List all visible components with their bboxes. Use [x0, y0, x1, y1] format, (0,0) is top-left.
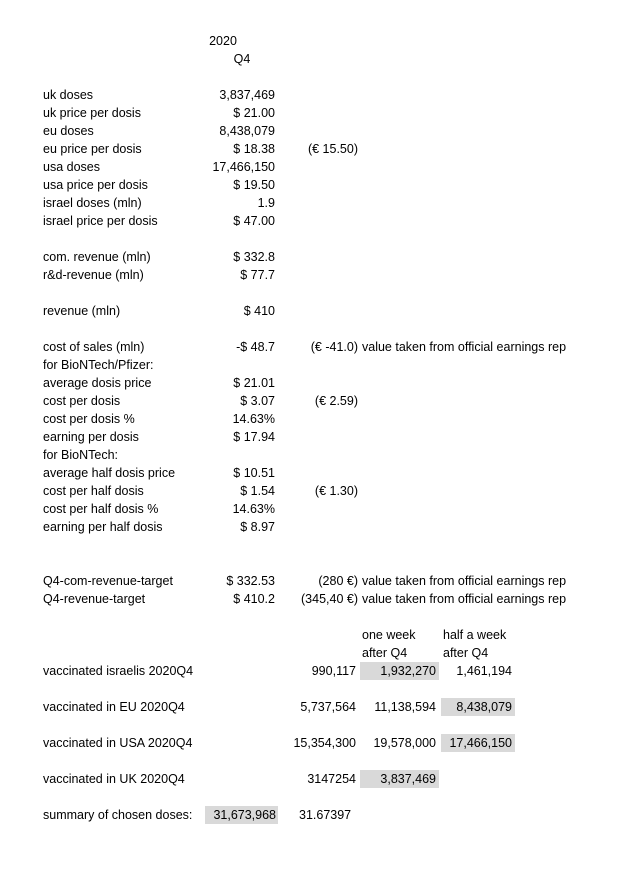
- quarter-header: Q4: [233, 52, 251, 66]
- row-label: israel price per dosis: [43, 214, 158, 228]
- row-label: r&d-revenue (mln): [43, 268, 144, 282]
- col-header-half-week: half a week: [443, 628, 507, 642]
- cost-of-sales-value: -$ 48.7: [236, 340, 275, 354]
- row-label: cost per dosis %: [43, 412, 135, 426]
- row-note: (€ 2.59): [314, 394, 358, 408]
- row-label: cost per half dosis: [43, 484, 144, 498]
- row-value: 14.63%: [232, 412, 275, 426]
- row-label: Q4-com-revenue-target: [43, 574, 173, 588]
- summary-value-mln: 31.67397: [299, 808, 352, 822]
- table-cell-half-week: 1,461,194: [456, 664, 512, 678]
- cost-of-sales-note: (€ -41.0): [310, 340, 358, 354]
- year-header: 2020: [209, 34, 237, 48]
- row-label: uk price per dosis: [43, 106, 141, 120]
- row-value: $ 332.8: [233, 250, 275, 264]
- row-value: $ 332.53: [226, 574, 275, 588]
- table-cell-q4: 990,117: [311, 664, 356, 678]
- row-value: $ 1.54: [240, 484, 275, 498]
- table-cell-q4: 15,354,300: [293, 736, 356, 750]
- row-label: earning per dosis: [43, 430, 139, 444]
- row-value: 17,466,150: [212, 160, 275, 174]
- row-value: $ 8.97: [240, 520, 275, 534]
- row-value: $ 3.07: [240, 394, 275, 408]
- row-value: $ 410.2: [233, 592, 275, 606]
- row-label: usa price per dosis: [43, 178, 148, 192]
- col-header-one-week-sub: after Q4: [362, 646, 408, 660]
- table-row-label: vaccinated in USA 2020Q4: [43, 736, 193, 750]
- row-label: uk doses: [43, 88, 94, 102]
- row-value: $ 18.38: [233, 142, 275, 156]
- row-note: (345,40 €): [301, 592, 358, 606]
- row-value: 14.63%: [232, 502, 275, 516]
- row-note: (€ 15.50): [307, 142, 358, 156]
- row-value: $ 47.00: [233, 214, 275, 228]
- row-value: $ 19.50: [233, 178, 275, 192]
- col-header-one-week: one week: [362, 628, 416, 642]
- cost-of-sales-comment: value taken from official earnings rep: [362, 340, 567, 354]
- row-value: 3,837,469: [219, 88, 275, 102]
- row-label: eu doses: [43, 124, 94, 138]
- row-note: (280 €): [318, 574, 358, 588]
- cost-of-sales-label: cost of sales (mln): [43, 340, 145, 354]
- table-row-label: vaccinated in UK 2020Q4: [43, 772, 185, 786]
- table-cell-one-week: 19,578,000: [373, 736, 436, 750]
- row-value: 1.9: [257, 196, 275, 210]
- revenue-label: revenue (mln): [43, 304, 121, 318]
- row-label: israel doses (mln): [43, 196, 142, 210]
- row-value: 8,438,079: [219, 124, 275, 138]
- table-cell-q4: 5,737,564: [300, 700, 356, 714]
- row-label: cost per half dosis %: [43, 502, 159, 516]
- row-label: eu price per dosis: [43, 142, 142, 156]
- row-comment: value taken from official earnings rep: [362, 574, 567, 588]
- table-cell-one-week: 3,837,469: [360, 770, 439, 788]
- row-comment: value taken from official earnings rep: [362, 592, 567, 606]
- row-value: $ 21.00: [233, 106, 275, 120]
- row-label: Q4-revenue-target: [43, 592, 146, 606]
- table-cell-half-week: 8,438,079: [441, 698, 515, 716]
- row-label: cost per dosis: [43, 394, 121, 408]
- table-row-label: vaccinated israelis 2020Q4: [43, 664, 194, 678]
- row-label: usa doses: [43, 160, 100, 174]
- summary-label: summary of chosen doses:: [43, 808, 193, 822]
- row-value: $ 21.01: [233, 376, 275, 390]
- row-label: average dosis price: [43, 376, 152, 390]
- table-cell-one-week: 1,932,270: [360, 662, 439, 680]
- section-heading: for BioNTech/Pfizer:: [43, 358, 154, 372]
- col-header-half-week-sub: after Q4: [443, 646, 489, 660]
- row-label: average half dosis price: [43, 466, 176, 480]
- row-value: $ 77.7: [240, 268, 275, 282]
- summary-value: 31,673,968: [205, 806, 278, 824]
- table-cell-q4: 3147254: [307, 772, 356, 786]
- section-heading: for BioNTech:: [43, 448, 119, 462]
- table-cell-one-week: 11,138,594: [374, 700, 436, 714]
- row-value: $ 17.94: [233, 430, 275, 444]
- revenue-value: $ 410: [243, 304, 275, 318]
- table-cell-half-week: 17,466,150: [441, 734, 515, 752]
- row-note: (€ 1.30): [314, 484, 358, 498]
- row-label: earning per half dosis: [43, 520, 163, 534]
- row-value: $ 10.51: [233, 466, 275, 480]
- row-label: com. revenue (mln): [43, 250, 151, 264]
- table-row-label: vaccinated in EU 2020Q4: [43, 700, 185, 714]
